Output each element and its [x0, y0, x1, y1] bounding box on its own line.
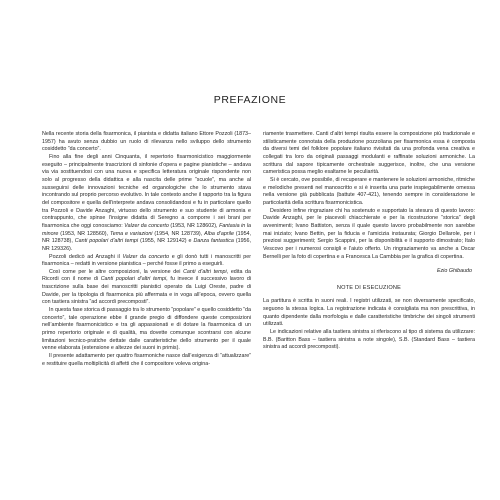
paragraph: Pozzoli dedicò ad Anzaghi il Valzer da concerto e gli donò tutti i manoscritti per fisarmonica – redatti in versione pianistica – perché fosse il primo a eseguirli. [42, 253, 252, 268]
author-signature: Ezio Ghibaudo [436, 268, 472, 275]
work-title: Fantasia in la minore [42, 222, 252, 237]
paragraph: In questa fase storica di passaggio tra lo strumento “popolare” e quello cosiddetto “da concerto”, tale operazione ebbe il grande pregio di diffondere queste composizioni nell’ambiente fisarmonicistico e tra gli appassionati e di dotare la fisarmonica di un primo repertorio originale e di qualità, ma dovette comunque scontrarsi con alcune limitazioni tecnico-pratiche dettate dalle caratteristiche dello strumento per il quale venne elaborata (estensione e altezze dei suoni in primis). [42, 307, 251, 352]
paragraph: Il presente adattamento per quattro fisarmoniche nasce dall’esigenza di “attualizzare” e restituire quella moltiplicità di affetti che il compositore voleva origina- [42, 353, 251, 367]
paragraph: Così come per le altre composizioni, la versione dei Canti d’altri tempi, edita da Ricordi con il nome di Canti popolari d’altri tempi, fu invece il successivo lavoro di trascrizione sulla base dei manoscritti pianistici operato da Luigi Oreste, padre di Davide, per la tipologia di fisarmonica più affermata e in voga all’epoca, ovvero quella con tastiera sinistra “ad accordi precomposti”. [42, 268, 252, 306]
work-title: Canti popolari d’altri tempi [74, 238, 139, 245]
right-column [263, 131, 475, 352]
work-title: Tema e variazioni [109, 230, 153, 237]
work-title: Alba d’aprile [204, 230, 234, 237]
work-title: Danza fantastica [193, 238, 234, 245]
work-title: Canti popolari d’altri tempi [100, 276, 167, 283]
left-column [42, 131, 251, 368]
work-title: Valzer da concerto [124, 222, 169, 229]
page-title: PREFAZIONE [213, 94, 287, 106]
paragraph: Si è cercato, ove possibile, di recuperare e mantenere le soluzioni armoniche, ritmiche e melodiche presenti nel manoscritto e si è inserita una parte inspiegabilmente omessa nella versione già pubblicata (battute 407-421), tenendo sempre in considerazione le particolarità della scrittura fisarmonicistica. [263, 176, 475, 206]
work-title: Canti d’altri tempi [183, 268, 227, 275]
work-title: Valzer da concerto [122, 253, 170, 260]
paragraph: Nella recente storia della fisarmonica, il pianista e didatta italiano Ettore Pozzoli (1873–1957) ha avuto senza dubbio un ruolo di rilevanza nello sviluppo dello strumento cosiddetto “da concerto”. [42, 131, 251, 153]
paragraph: riamente trasmettere. Canti d’altri tempi risulta essere la composizione più tradizionale e stilisticamente connotata della produzione pozzoliana per fisarmonica essa è composta da diversi temi del folklore popolare italiano rivisitati da una profonda vena creativa e collegati tra loro da originali passaggi modulanti e raffinate soluzioni armoniche. La scrittura dal sapore tipicamente orchestrale suggerisce, inoltre, che una versione cameristica possa meglio esaltarne le peculiarità. [263, 131, 475, 176]
paragraph: Fino alla fine degli anni Cinquanta, il repertorio fisarmonicistico maggiormente eseguito – principalmente trascrizioni di sinfonie d’opera e pagine pianistiche – andava via via sostituendosi con una nuova e specifica letteratura originale rispondente non solo al progresso della didattica e alla nascita delle prime “scuole”, ma anche al susseguirsi delle innovazioni tecniche ed organologiche che lo strumento stava incontrando sul proprio percorso evolutivo. In tale contesto anche il rapporto tra la figura del compositore e quella dell’interprete andava consolidandosi e fu in particolare quello tra Pozzoli e Davide Anzaghi, virtuoso dello strumento e suo studente di armonia e contrappunto, che spinse l’insigne didatta di Seregno a comporre i sei brani per fisarmonica che oggi conosciamo: Valzer da concerto (1953, NR 128602), Fantasia in la minore (1953, NR 128560), Tema e variazioni (1954, NR 128739), Alba d’aprile (1954, NR 128738), Canti popolari d’altri tempi (1955, NR 129142) e Danza fantastica (1956, NR 129326). [42, 153, 252, 252]
paragraph: Le indicazioni relative alla tastiera sinistra si riferiscono al tipo di sistema da utilizzare: B.B. (Baritton Bass – tastiera sinistra a note singole), S.B. (Standard Bass – tastiera sinistra ad accordi precomposti). [263, 329, 475, 351]
section-heading: NOTE DI ESECUZIONE [336, 284, 402, 291]
paragraph: La partitura è scritta in suoni reali. I registri utilizzati, se non diversamente specificato, seguono la stessa logica. La registrazione indicata è consigliata ma non prescrittiva, in quanto dipendente dalla morfologia e dalle caratteristiche timbriche dei singoli strumenti utilizzati. [263, 298, 475, 328]
paragraph: Desidero infine ringraziare chi ha sostenuto e supportato la stesura di questo lavoro: Davide Anzaghi, per le piacevoli chiacchierate e per la ricostruzione “storica” degli avvenimenti; Ivano Battiston, senza il quale questo lavoro probabilmente non sarebbe mai iniziato; Ivano Bettin, per la fiducia e l’amicizia instaurata; Giorgio Dellarole, per i preziosi suggerimenti; Sergio Scappini, per la disponibilità e il supporto dimostrato; Italo Vescovo per i numerosi consigli e l’aiuto offerto. Un ringraziamento va anche a Oscar Bernelli per la foto di copertina e a Francesca La Cambbia per la grafica di copertina. [263, 207, 475, 260]
